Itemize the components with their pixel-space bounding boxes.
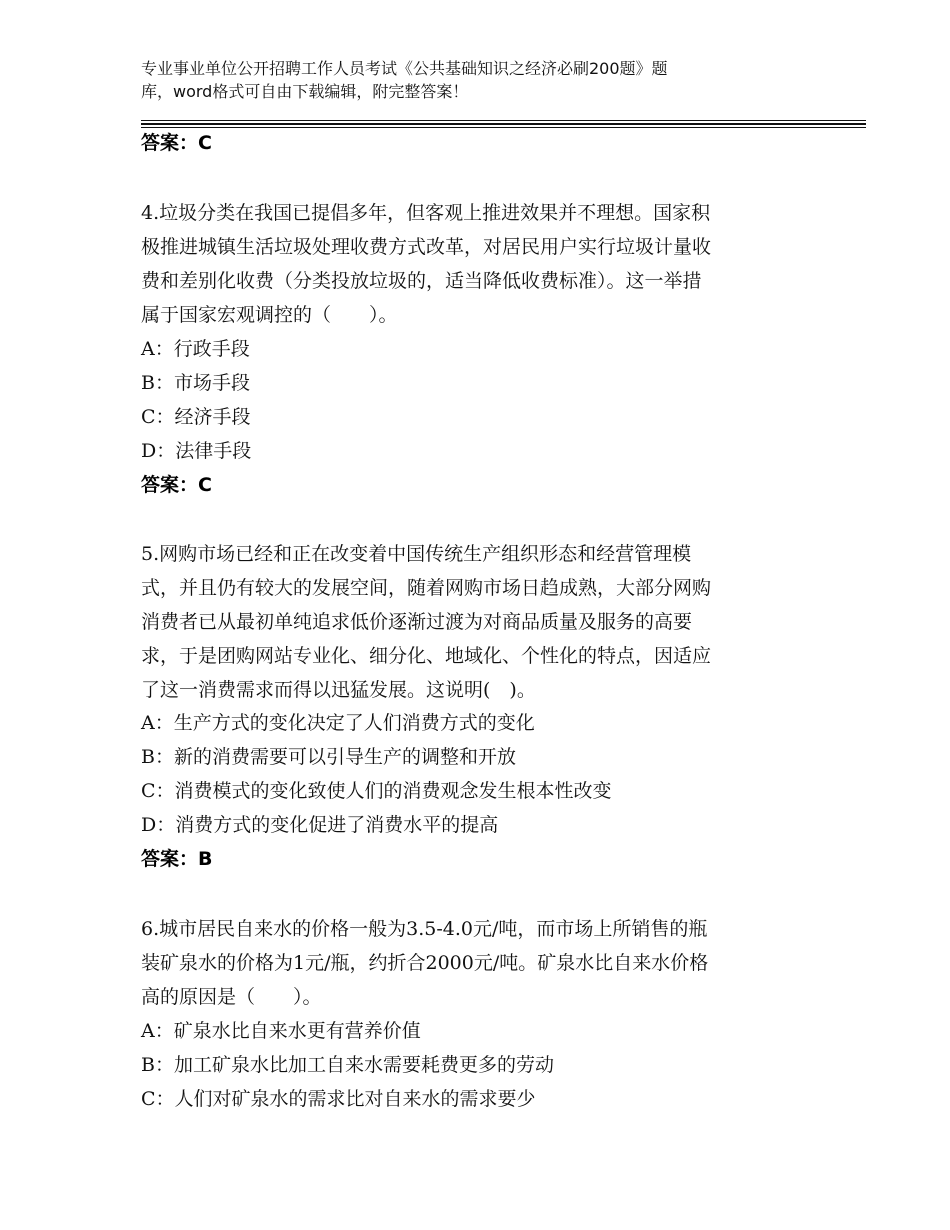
question-4-option-a: A：行政手段: [141, 338, 250, 360]
question-5-text: [141, 537, 806, 707]
question-4-text: [141, 196, 806, 332]
question-line: 装矿泉水的价格为1元/瓶，约折合2000元/吨。矿泉水比自来水价格: [141, 952, 709, 974]
question-4-option-b: B：市场手段: [141, 372, 250, 394]
question-line: 消费者已从最初单纯追求低价逐渐过渡为对商品质量及服务的高要: [141, 611, 693, 633]
question-4-answer: 答案：C: [141, 474, 212, 496]
question-line: 费和差别化收费（分类投放垃圾的，适当降低收费标准）。这一举措: [141, 270, 702, 292]
question-line: 式，并且仍有较大的发展空间，随着网购市场日趋成熟，大部分网购: [141, 577, 712, 599]
question-line: 极推进城镇生活垃圾处理收费方式改革，对居民用户实行垃圾计量收: [141, 236, 712, 258]
question-line: 了这一消费需求而得以迅猛发展。这说明( )。: [141, 679, 536, 701]
question-line: 5.网购市场已经和正在改变着中国传统生产组织形态和经营管理模: [141, 543, 692, 565]
question-line: 属于国家宏观调控的（ ）。: [141, 304, 398, 326]
question-line: 4.垃圾分类在我国已提倡多年，但客观上推进效果并不理想。国家积: [141, 202, 711, 224]
question-6-option-b: B：加工矿泉水比加工自来水需要耗费更多的劳动: [141, 1054, 554, 1076]
question-6-option-c: C：人们对矿泉水的需求比对自来水的需求要少: [141, 1088, 536, 1110]
question-line: 求，于是团购网站专业化、细分化、地域化、个性化的特点，因适应: [141, 645, 712, 667]
header-divider-thin-top: [141, 120, 866, 121]
question-6-option-a: A：矿泉水比自来水更有营养价值: [141, 1020, 421, 1042]
question-5-option-a: A：生产方式的变化决定了人们消费方式的变化: [141, 712, 535, 734]
question-line: 6.城市居民自来水的价格一般为3.5-4.0元/吨，而市场上所销售的瓶: [141, 918, 708, 940]
question-4-option-c: C：经济手段: [141, 406, 251, 428]
question-5-option-c: C：消费模式的变化致使人们的消费观念发生根本性改变: [141, 780, 612, 802]
question-5-option-d: D：消费方式的变化促进了消费水平的提高: [141, 814, 499, 836]
question-line: 高的原因是（ ）。: [141, 986, 322, 1008]
question-6-text: [141, 912, 806, 1014]
header-divider-thin-bottom: [141, 127, 866, 128]
header-line-1: 专业事业单位公开招聘工作人员考试《公共基础知识之经济必刷200题》题: [141, 59, 668, 78]
header-divider-thick: [141, 123, 866, 125]
header-line-2: 库，word格式可自由下载编辑，附完整答案！: [141, 82, 469, 101]
question-5-answer: 答案：B: [141, 848, 213, 870]
answer-previous-question: 答案：C: [141, 132, 212, 154]
document-header: [141, 57, 781, 103]
question-5-option-b: B：新的消费需要可以引导生产的调整和开放: [141, 746, 516, 768]
question-4-option-d: D：法律手段: [141, 440, 252, 462]
